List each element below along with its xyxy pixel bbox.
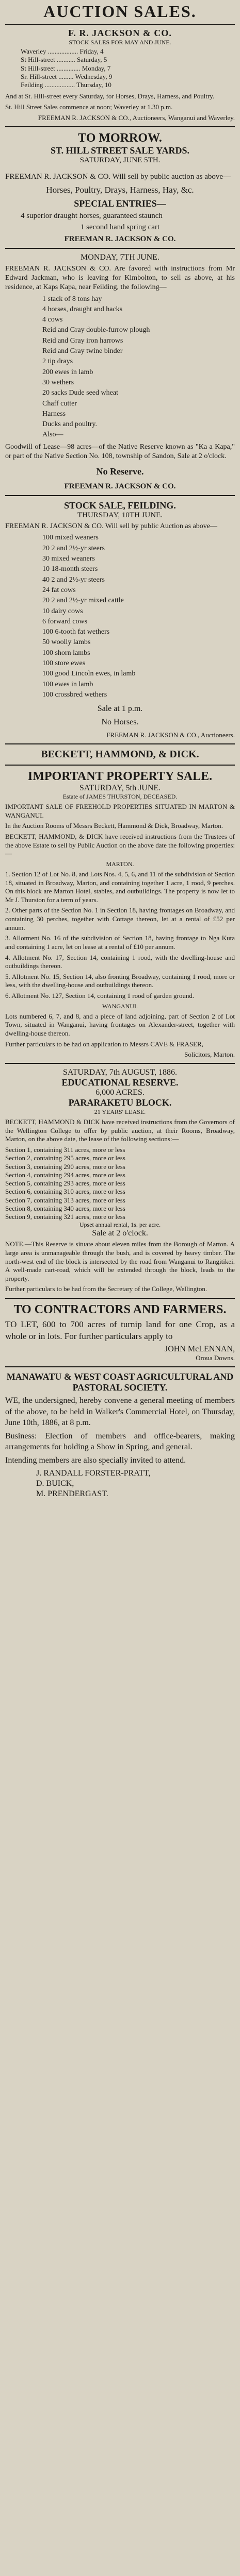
schedule-line: St Hill-street ........... Saturday, 5 [21,56,107,64]
lot-item: Ducks and poultry. [42,420,98,429]
beckett-intro: In the Auction Rooms of Messrs Beckett, Hammond & Dick, Broadway, Marton. [5,822,223,830]
education-upset: Upset annual rental, 1s. per acre. [79,1221,161,1229]
monday-date: MONDAY, 7TH JUNE. [81,252,159,262]
lot-item: 30 wethers [42,378,74,386]
beckett-signature: Solicitors, Marton. [184,1050,235,1059]
section-item: Section 3, containing 290 acres, more or less [5,1162,125,1171]
education-signature: Further particulars to be had from the Secretary of the College, Wellington. [5,1285,207,1293]
lot-item: Reid and Gray double-furrow plough [42,326,150,334]
manawatu-title: MANAWATU & WEST COAST AGRICULTURAL AND PASTORAL SOCIETY. [6,1371,234,1393]
education-intro: BECKETT, HAMMOND & DICK have received instructions from the Governors of the Wellington College to offer by public auction, at their Rooms, Broadway, Marton, on the above date, the lease of the following sections:— [5,1118,235,1143]
farmers-place: Oroua Downs. [196,1353,235,1362]
lot-item: 4 horses, draught and hacks [42,305,123,313]
manawatu-signatures [5,1468,235,1499]
special-entry: 1 second hand spring cart [80,223,160,231]
auction-note: St. Hill Street Sales commence at noon; Waverley at 1.30 p.m. [5,103,173,111]
feilding-time: Sale at 1 p.m. [97,704,143,714]
property-item: 4. Allotment No. 17, Section 14, containing 1 rood, with the dwelling-house and outbuildings thereon. [5,953,235,970]
section-item: Section 9, containing 321 acres, more or less [5,1213,125,1221]
education-title: EDUCATIONAL RESERVE. [61,1077,179,1088]
lot-item: 20 2 and 2½-yr mixed cattle [42,597,124,605]
tomorrow-intro: FREEMAN R. JACKSON & CO. Will sell by public auction as above— [5,172,231,181]
schedule-line: Sr. Hill-street ......... Wednesday, 9 [21,72,113,80]
section-item: Section 7, containing 313 acres, more or less [5,1196,125,1204]
marton-heading: MARTON. [106,860,134,868]
tomorrow-ad [5,131,235,244]
farmers-ad [5,1303,235,1362]
lot-item: 100 good Lincoln ewes, in lamb [42,670,136,678]
feilding-date: THURSDAY, 10TH JUNE. [77,511,163,519]
schedule-line: Waverley .................. Friday, 4 [21,47,104,55]
lot-item: 6 forward cows [42,617,88,625]
lot-item: 40 2 and 2½-yr steers [42,575,105,584]
wanganui-heading: WANGANUI. [102,1002,138,1010]
lot-item: 4 cows [42,316,63,324]
beckett-firm: BECKETT, HAMMOND, & DICK. [41,749,199,760]
tomorrow-place: ST. HILL STREET SALE YARDS. [50,145,190,156]
property-item: 6. Allotment No. 127, Section 14, containing 1 rood of garden ground. [5,992,195,1000]
schedule-line: St Hill-street .............. Monday, 7 [21,64,111,72]
auction-sales-ad [5,2,235,122]
lot-item: 100 6-tooth fat wethers [42,628,110,636]
signature-line: M. PRENDERGAST. [36,1489,108,1498]
feilding-horses: No Horses. [101,718,139,727]
lot-item: 1 stack of 8 tons hay [42,295,102,303]
manawatu-join: Intending members are also specially invited to attend. [5,1455,186,1465]
section-item: Section 1, containing 311 acres, more or less [5,1146,125,1154]
lot-item: 100 store ewes [42,659,86,668]
lot-item: 100 shorn lambs [42,649,90,657]
lot-item: 100 mixed weaners [42,534,99,542]
education-ad [5,1068,235,1294]
signature-line: J. RANDALL FORSTER-PRATT, [36,1468,151,1478]
lot-item: 24 fat cows [42,586,76,594]
auction-schedule [5,46,235,90]
wanganui-text: Lots numbered 6, 7, and 8, and a piece of land adjoining, part of Section 2 of Lot Town, situated in Wanganui, having frontages on Alexander-street, together with dwelling-house thereon. [5,1012,235,1037]
manawatu-text: WE, the undersigned, hereby convene a general meeting of members of the above, to be held in Walker's Commercial Hotel, on Thursday, June 10th, 1886, at 8 p.m. [5,1396,235,1428]
beckett-estate: Estate of JAMES THURSTON, DECEASED. [62,793,178,801]
section-item: Section 4, containing 294 acres, more or less [5,1171,125,1179]
lot-item: 30 mixed weaners [42,555,95,563]
auction-note: And at St. Hill-street every Saturday, for Horses, Drays, Harness, and Poultry. [5,92,215,100]
section-item: Section 5, containing 293 acres, more or less [5,1179,125,1188]
beckett-heading: IMPORTANT SALE OF FREEHOLD PROPERTIES SITUATED IN MARTON & WANGANUI. [5,803,235,819]
lot-item: 2 tip drays [42,358,73,366]
tomorrow-title: TO MORROW. [78,131,162,145]
section-item: Section 2, containing 295 acres, more or less [5,1154,125,1162]
lot-item: 200 ewes in lamb [42,368,93,376]
special-title: SPECIAL ENTRIES— [74,198,166,209]
lot-item: Reid and Gray twine binder [42,347,123,355]
auction-signature: FREEMAN R. JACKSON & CO., Auctioneers, Wanganui and Waverley. [38,113,235,122]
lot-item: 20 sacks Dude seed wheat [42,389,118,397]
property-item: 5. Allotment No. 15, Section 14, also fronting Broadway, containing 1 rood, more or less, with the dwelling-house and outbuildings thereon. [5,972,235,989]
feilding-intro: FREEMAN R. JACKSON & CO. Will sell by public Auction as above— [5,522,218,530]
farmers-title: TO CONTRACTORS AND FARMERS. [13,1303,227,1317]
property-item: 3. Allotment No. 16 of the subdivision of Section 18, having frontage to Nga Kuta and containing 1 acre, let on lease at a rental of £10 per annum. [5,934,235,951]
monday-also: Goodwill of Lease—98 acres—of the Native Reserve known as "Ka a Kapa," or part of the Native Section No. 108, township of Sandon, Sale at 2 o'clock. [5,443,235,460]
education-sections [5,1146,235,1221]
monday-lots [5,294,235,440]
auction-firm: F. R. JACKSON & CO. [68,28,172,38]
education-lease: 21 YEARS' LEASE. [94,1108,146,1116]
property-item: 2. Other parts of the Section No. 1 in Section 18, having frontages on Broadway, and containing 30 perches, together with Cottage thereon, let at a rental of £52 per annum. [5,906,235,931]
property-item: 1. Section 12 of Lot No. 8, and Lots Nos. 4, 5, 6, and 11 of the subdivision of Section 18, situated in Broadway, Marton, and containing together 1 acre, 1 rood, 9 perches. On this block are Marton Hotel, stables, and outbuildings. The property is now let to Mr J. Thurston for a term of years. [5,870,235,904]
lot-item: 10 18-month steers [42,565,98,573]
auction-title: AUCTION SALES. [43,2,197,21]
auction-subtitle: STOCK SALES FOR MAY AND JUNE. [69,39,171,46]
section-item: Section 6, containing 310 acres, more or less [5,1188,125,1196]
farmers-text: TO LET, 600 to 700 acres of turnip land for one Crop, as a whole or in lots. For further particulars apply to [5,1319,235,1342]
beckett-date: SATURDAY, 5th JUNE. [79,784,161,793]
lot-item: 50 woolly lambs [42,638,91,647]
tomorrow-goods: Horses, Poultry, Drays, Harness, Hay, &c. [46,184,194,195]
beckett-title: IMPORTANT PROPERTY SALE. [27,770,213,784]
lot-item: 10 dairy cows [42,607,83,615]
lot-item: Also— [42,431,63,439]
beckett-instruct: BECKETT, HAMMOND, & DICK have received instructions from the Trustees of the above Estate to sell by Public Auction on the above date the following properties:— [5,833,235,858]
lot-item: 100 ewes in lamb [42,680,93,688]
lot-item: Chaff cutter [42,399,77,408]
schedule-line: Feilding .................. Thursday, 10 [21,81,111,89]
monday-signature: FREEMAN R. JACKSON & CO. [64,482,176,490]
beckett-signature: Further particulars to be had on application to Messrs CAVE & FRASER, [5,1040,203,1048]
education-block: PARARAKETU BLOCK. [68,1097,172,1108]
lot-item: 100 crossbred wethers [42,690,107,699]
farmers-name: JOHN McLENNAN, [165,1344,235,1353]
beckett-ad [5,749,235,1059]
feilding-signature: FREEMAN R. JACKSON & CO., Auctioneers. [106,731,235,739]
feilding-ad [5,500,235,740]
lot-item: 20 2 and 2½-yr steers [42,544,105,552]
monday-ad [5,253,235,491]
monday-intro: FREEMAN R. JACKSON & CO. Are favored with instructions from Mr Edward Jackman, who is leaving for Kimbolton, to sell as above, at his residence, at Kaps Kapa, near Feilding, the following— [5,264,235,291]
education-date: SATURDAY, 7th AUGUST, 1886. [62,1068,178,1077]
tomorrow-signature: FREEMAN R. JACKSON & CO. [64,234,176,243]
special-entry: 4 superior draught horses, guaranteed staunch [21,211,163,220]
feilding-title: STOCK SALE, FEILDING. [64,500,176,511]
signature-line: D. BUICK, [36,1479,74,1488]
newspaper-column [5,0,235,1501]
education-note: NOTE.—This Reserve is situate about eleven miles from the Borough of Marton. A large area is unmanageable through the bush, and is covered by heavy timber. The north-west end of the block is intersected by the road from Wanganui to Rangitikei. A well-made cart-road, which will be extended through the block, leads to the property. [5,1240,235,1282]
lot-item: Reid and Gray iron harrows [42,336,123,345]
education-acres: 6,000 ACRES. [95,1088,145,1097]
feilding-lots [5,533,235,700]
manawatu-business: Business: Election of members and office-bearers, making arrangements for holding a Show in Spring, and general. [5,1431,235,1452]
section-item: Section 8, containing 340 acres, more or less [5,1204,125,1212]
tomorrow-date: SATURDAY, JUNE 5TH. [79,156,161,164]
lot-item: Harness [42,410,66,418]
manawatu-ad [5,1371,235,1499]
education-time: Sale at 2 o'clock. [92,1229,148,1238]
monday-reserve: No Reserve. [96,466,144,477]
